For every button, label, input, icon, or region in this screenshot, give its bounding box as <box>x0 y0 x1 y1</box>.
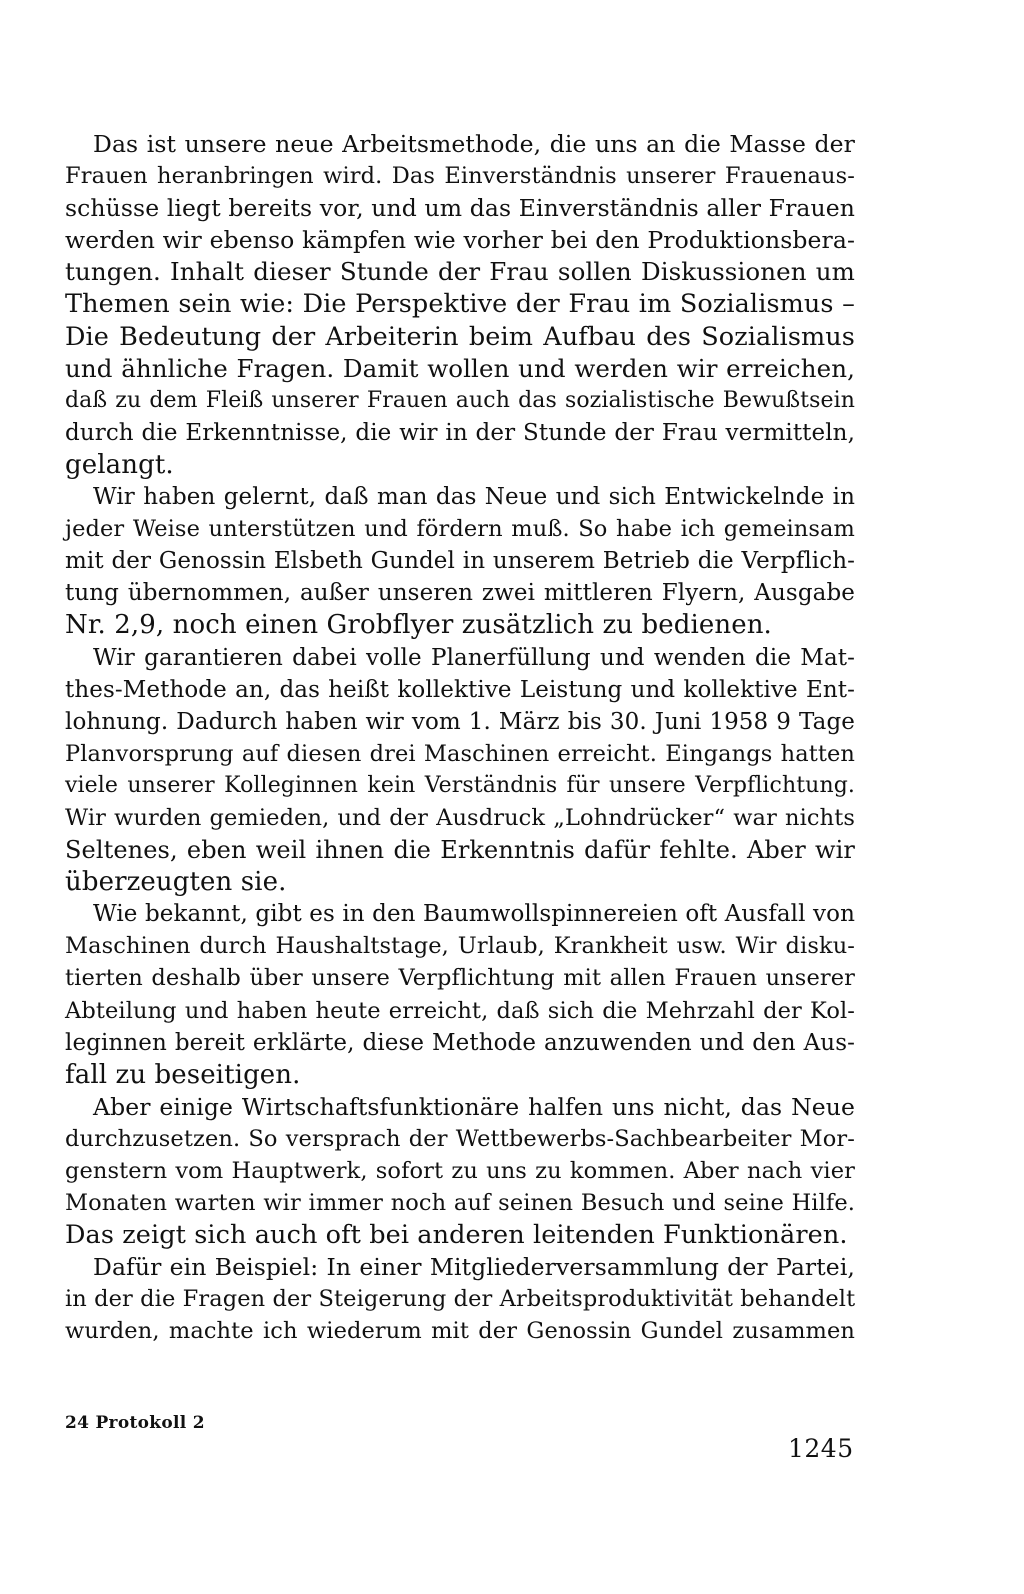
text-line: durch die Erkenntnisse, die wir in der Stunde der Frau vermitteln, <box>65 419 855 446</box>
text-line: Abteilung und haben heute erreicht, daß sich die Mehrzahl der Kol- <box>65 997 855 1024</box>
paragraph <box>65 642 855 899</box>
text-line: wurden, machte ich wiederum mit der Genossin Gundel zusammen <box>65 1318 855 1345</box>
text-line: Wir wurden gemieden, und der Ausdruck „Lohndrücker“ war nichts <box>65 804 855 831</box>
body-text <box>65 128 855 1348</box>
text-line: überzeugten sie. <box>65 867 287 898</box>
paragraph <box>65 898 855 1091</box>
paragraph <box>65 1091 855 1251</box>
text-line: fall zu beseitigen. <box>65 1059 301 1090</box>
text-line: mit der Genossin Elsbeth Gundel in unserem Betrieb die Verpflich- <box>65 548 855 575</box>
text-line: daß zu dem Fleiß unserer Frauen auch das sozialistische Bewußtsein <box>65 387 855 413</box>
printer-signature: 24 Protokoll 2 <box>65 1413 205 1433</box>
text-line: in der die Fragen der Steigerung der Arbeitsproduktivität behandelt <box>65 1286 856 1313</box>
text-line: tierten deshalb über unsere Verpflichtung mit allen Frauen unserer <box>65 965 855 992</box>
text-line: lohnung. Dadurch haben wir vom 1. März bis 30. Juni 1958 9 Tage <box>65 708 855 735</box>
text-line: Monaten warten wir immer noch auf seinen Besuch und seine Hilfe. <box>65 1190 855 1217</box>
paragraph <box>65 128 855 481</box>
text-line: Maschinen durch Haushaltstage, Urlaub, Krankheit usw. Wir disku- <box>65 933 855 960</box>
text-line: Die Bedeutung der Arbeiterin beim Aufbau des Sozialismus <box>65 321 855 352</box>
text-line: Wie bekannt, gibt es in den Baumwollspinnereien oft Ausfall von <box>93 901 855 928</box>
text-line: gelangt. <box>65 449 174 480</box>
text-line: durchzusetzen. So versprach der Wettbewerbs-Sachbearbeiter Mor- <box>65 1125 855 1152</box>
text-line: Wir garantieren dabei volle Planerfüllung und wenden die Mat- <box>93 644 855 671</box>
text-line: Aber einige Wirtschaftsfunktionäre halfen uns nicht, das Neue <box>93 1092 855 1121</box>
paragraph <box>65 481 855 641</box>
text-line: tung übernommen, außer unseren zwei mittleren Flyern, Ausgabe <box>65 580 855 607</box>
text-line: und ähnliche Fragen. Damit wollen und werden wir erreichen, <box>65 353 855 383</box>
text-line: Das zeigt sich auch oft bei anderen leitenden Funktionären. <box>65 1220 848 1251</box>
text-line: Das ist unsere neue Arbeitsmethode, die uns an die Masse der <box>93 130 855 158</box>
text-line: tungen. Inhalt dieser Stunde der Frau sollen Diskussionen um <box>65 257 855 287</box>
page-number: 1245 <box>788 1434 854 1463</box>
text-line: viele unserer Kolleginnen kein Verständnis für unsere Verpflichtung. <box>65 772 855 798</box>
text-line: Frauen heranbringen wird. Das Einverständnis unserer Frauenaus- <box>65 163 855 190</box>
text-line: Planvorsprung auf diesen drei Maschinen erreicht. Eingangs hatten <box>65 740 855 767</box>
text-line: Nr. 2,9, noch einen Grobflyer zusätzlich zu bedienen. <box>65 610 772 641</box>
text-line: thes-Methode an, das heißt kollektive Leistung und kollektive Ent- <box>65 676 855 703</box>
text-line: werden wir ebenso kämpfen wie vorher bei den Produktionsbera- <box>65 226 855 255</box>
text-line: Dafür ein Beispiel: In einer Mitgliederversammlung der Partei, <box>93 1253 855 1282</box>
text-line: genstern vom Hauptwerk, sofort zu uns zu kommen. Aber nach vier <box>65 1158 855 1184</box>
text-line: jeder Weise unterstützen und fördern muß. So habe ich gemeinsam <box>65 516 855 543</box>
text-line: Themen sein wie: Die Perspektive der Frau im Sozialismus – <box>65 289 855 320</box>
text-line: schüsse liegt bereits vor, und um das Einverständnis aller Frauen <box>65 194 855 223</box>
text-line: Wir haben gelernt, daß man das Neue und sich Entwickelnde in <box>93 484 855 511</box>
paragraph <box>65 1251 855 1347</box>
text-line: Seltenes, eben weil ihnen die Erkenntnis dafür fehlte. Aber wir <box>65 836 855 865</box>
text-line: leginnen bereit erklärte, diese Methode anzuwenden und den Aus- <box>65 1029 855 1056</box>
